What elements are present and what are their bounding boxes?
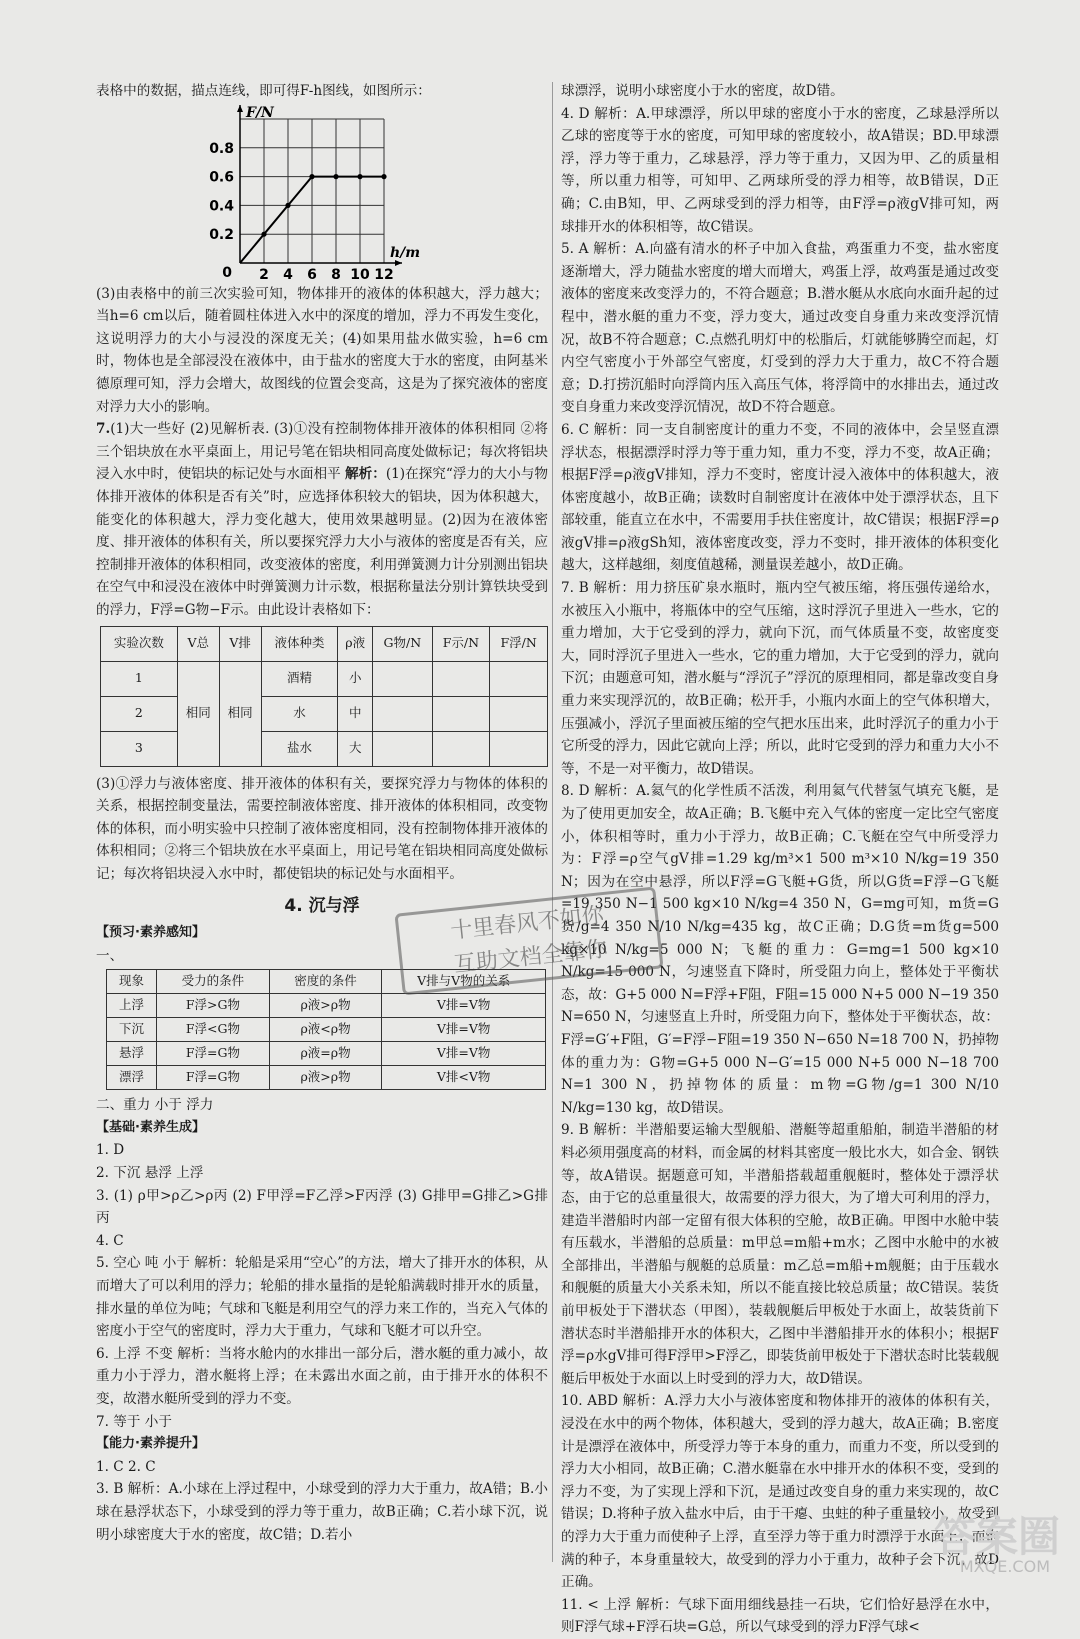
cell: 小 [338, 661, 373, 696]
q7-explain-label: 解析： [345, 466, 386, 483]
cell: F浮>G物 [157, 994, 270, 1018]
experiment-table-header [101, 626, 548, 661]
ability-q4: 4. D 解析：A.甲球漂浮，所以甲球的密度小于水的密度，乙球悬浮所以乙球的密度等于水的密度，可知甲球的密度较小，故A错误；BD.甲球漂浮，浮力等于重力，乙球悬浮，浮力等于重力，又因为甲、乙的质量相等，所以重力相等，可知甲、乙两球所受的浮力相等，故B错误，D正确；C.由B知，甲、乙两球受到的浮力相等，由F浮=ρ液gV排可知，两球排开水的体积相等，故C错误。 [561, 105, 999, 235]
float-sink-table [106, 969, 546, 1090]
th-f-show: F示/N [432, 626, 490, 661]
q7-answer [96, 418, 548, 621]
table-row [107, 1066, 546, 1090]
th-v-disp: V排 [219, 626, 261, 661]
chart-intro: 表格中的数据，描点连线，即可得F-h图线，如图所示： [96, 83, 431, 99]
th-v-total: V总 [177, 626, 219, 661]
cell: F浮=G物 [157, 1042, 270, 1066]
cell: 中 [338, 696, 373, 731]
ability-q9: 9. B 解析：半潜船要运输大型舰船、潜艇等超重船舶，制造半潜船的材料必须用强度高的材料，而金属的材料其密度一般比水大，如合金、钢铁等，故A错误。据题意可知，半潜船搭载超重舰艇时，整体处于漂浮状态，由于它的总重量很大，故需要的浮力很大，为了增大可利用的浮力，建造半潜船时内部一定留有很大体积的空舱，故B正确。甲图中水舱中装有压载水，半潜船的总质量：m甲总=m船+m水；乙图中水舱中的水被全部排出，半潜船与舰艇的总质量：m乙总=m船+m舰艇；由于压载水和舰艇的质量大小关系未知，所以不能直接比较总质量；故C错误。装货前甲板处于下潜状态（甲图），装载舰艇后甲板处于水面上，故装货前下潜状态时半潜船排开水的体积大，乙图中半潜船排开水的体积小；根据F浮=ρ水gV排可得F浮甲>F浮乙，即装货前甲板处于下潜状态时比装载舰艇后甲板处于水面以上时受到的浮力大，故D错误。 [561, 1122, 999, 1387]
y-tick-label: 0.2 [209, 226, 234, 243]
cell: V排=V物 [382, 1018, 546, 1042]
cell: 2 [101, 696, 178, 731]
cell [490, 731, 548, 766]
watermark-logo: 答案圈 [933, 1512, 1060, 1561]
ability-q8: 8. D 解析：A.氦气的化学性质不活泼，利用氦气代替氢气填充飞艇，是为了使用更加安全，故A正确；B.飞艇中充入气体的密度一定比空气密度小，体积相等时，重力小于浮力，故B正确；C.飞艇在空气中所受浮力为：F浮=ρ空气gV排=1.29 kg/m³×1 500 m³×10 N/kg=19 350 N；因为在空中悬浮，所以F浮=G飞艇+G货，所以G货=F浮−G飞艇=19 350 N−1 500 kg×10 N/kg=4 350 N，G=mg可知，m货=G货/g=4 350 N/10 N/kg=435 kg，故C正确；D.G货=m货g=500 kg×10 N/kg=5 000 N；飞艇的重力：G=mg=1 500 kg×10 N/kg=15 000 N，匀速竖直下降时，所受阻力向上，整体处于平衡状态，故：G+5 000 N=F浮+F阻，F阻=15 000 N+5 000 N−19 350 N=650 N，匀速竖直上升时，所受阻力向下，整体处于平衡状态，故：F浮=G′+F阻，G′=F浮−F阻=19 350 N−650 N=18 700 N，扔掉物体的重力为：G物=G+5 000 N−G′=15 000 N+5 000 N−18 700 N=1 300 N，扔掉物体的质量：m物=G物/g=1 300 N/10 N/kg=130 kg，故D错误。 [561, 783, 999, 1116]
part1-label: 一、 [96, 947, 124, 964]
cell-v-total: 相同 [177, 661, 219, 766]
cell [373, 696, 433, 731]
th-liquid: 液体种类 [261, 626, 338, 661]
basic-q6: 6. 上浮 不变 解析：当将水舱内的水排出一部分后，潜水艇的重力减小，故重力小于浮力，潜水艇将上浮；在未露出水面之前，由于排开水的体积不变，故潜水艇所受到的浮力不变。 [96, 1345, 548, 1407]
cell: V排=V物 [382, 1042, 546, 1066]
cell: 悬浮 [107, 1042, 157, 1066]
th-trial: 实验次数 [101, 626, 178, 661]
table-row [107, 1042, 546, 1066]
y-tick-label: 0.6 [209, 169, 234, 186]
cell: V排<V物 [382, 1066, 546, 1090]
cell [373, 731, 433, 766]
th-volume: V排与V物的关系 [382, 970, 546, 994]
cell: F浮<G物 [157, 1018, 270, 1042]
cell: 水 [261, 696, 338, 731]
part2-answer: 二、重力 小于 浮力 [96, 1097, 214, 1114]
right-column [561, 80, 999, 1639]
preview-tag: 【预习·素养感知】 [96, 925, 205, 941]
ability-q11: 11. < 上浮 解析：气球下面用细线悬挂一石块，它们恰好悬浮在水中，则F浮气球+F浮石块=G总，所以气球受到的浮力F浮气球< [561, 1596, 999, 1636]
cell: ρ液=ρ物 [269, 1042, 382, 1066]
cell [432, 661, 490, 696]
cell [432, 696, 490, 731]
cell: 3 [101, 731, 178, 766]
x-tick-label: 6 [307, 266, 317, 283]
x-tick-label: 4 [283, 266, 293, 283]
x-tick-label: 12 [374, 266, 394, 283]
data-point [261, 231, 266, 236]
column-divider [552, 82, 553, 1562]
q7-number: 7. [96, 421, 111, 438]
cell: 酒精 [261, 661, 338, 696]
ability-q3-cont: 球漂浮，说明小球密度小于水的密度，故D错。 [561, 83, 844, 99]
table-row [101, 661, 548, 696]
basic-tag: 【基础·素养生成】 [96, 1119, 205, 1135]
y-axis-label: F/N [246, 104, 274, 121]
data-point [309, 174, 314, 179]
experiment-table [100, 626, 548, 767]
basic-q5: 5. 空心 吨 小于 解析：轮船是采用“空心”的方法，增大了排开水的体积，从而增大了可以利用的浮力；轮船的排水量指的是轮船满载时排开水的质量，排水量的单位为吨；气球和飞艇是利用空气的浮力来工作的，当充入气体的密度小于空气的密度时，浮力大于重力，气球和飞艇才可以升空。 [96, 1255, 548, 1340]
cell-v-disp: 相同 [219, 661, 261, 766]
q7-part3: (3)①浮力与液体密度、排开液体的体积有关，要探究浮力与物体的体积的关系，根据控制变量法，需要控制液体密度、排开液体的体积相同，改变物体的体积，而小明实验中只控制了液体密度相同，没有控制物体排开液体的体积相同；②将三个铝块放在水平桌面上，用记号笔在铝块相同高度处做标记；每次将铝块浸入水中时，都使铝块的标记处与水面相平。 [96, 775, 548, 882]
cell: ρ液>ρ物 [269, 994, 382, 1018]
table-row [101, 731, 548, 766]
origin-label: 0 [222, 264, 232, 281]
data-point [333, 174, 338, 179]
cell [490, 696, 548, 731]
th-density: 密度的条件 [269, 970, 382, 994]
basic-q2: 2. 下沉 悬浮 上浮 [96, 1165, 204, 1182]
x-tick-label: 8 [331, 266, 341, 283]
ability-q3: 3. B 解析：A.小球在上浮过程中，小球受到的浮力大于重力，故A错；B.小球在悬浮状态下，小球受到的浮力等于重力，故B正确；C.若小球下沉，说明小球密度大于水的密度，故C错；D.若小 [96, 1481, 548, 1543]
cell [373, 661, 433, 696]
cell: 1 [101, 661, 178, 696]
ability-q1-2: 1. C 2. C [96, 1458, 156, 1475]
ability-q5: 5. A 解析：A.向盛有清水的杯子中加入食盐，鸡蛋重力不变，盐水密度逐渐增大，浮力随盐水密度的增大而增大，鸡蛋上浮，故鸡蛋是通过改变液体的密度来改变浮力的，不符合题意；B.潜水艇从水底向水面升起的过程中，潜水艇的重力不变，浮力变大，通过改变自身重力来改变浮沉情况，故B不符合题意；C.点燃孔明灯中的松脂后，灯就能够腾空而起，灯内空气密度小于外部空气密度，灯受到的浮力大于重力，故C不符合题意；D.打捞沉船时向浮筒内压入高压气体，将浮筒中的水排出去，通过改变自身重力来改变浮沉情况，故D不符合题意。 [561, 241, 999, 416]
q7-answer-text: (1)大一些好 (2)见解析表. (3)①没有控制物体排开液体的体积相同 ②将三个铝块放在水平桌面上，用记号笔在铝块相同高度处做标记；每次将铝块浸入水中时，使铝块的标记处与水面相平 [96, 421, 548, 483]
f-h-chart [200, 103, 500, 283]
data-point [285, 202, 290, 207]
th-force: 受力的条件 [157, 970, 270, 994]
cell: 大 [338, 731, 373, 766]
y-tick-label: 0.4 [209, 197, 234, 214]
cell: ρ液<ρ物 [269, 1018, 382, 1042]
section-title: 4. 沉与浮 [284, 896, 360, 917]
data-point [381, 174, 386, 179]
cell: 盐水 [261, 731, 338, 766]
cell: 上浮 [107, 994, 157, 1018]
y-tick-label: 0.8 [209, 140, 234, 157]
x-tick-label: 2 [259, 266, 269, 283]
y-axis-arrow [237, 105, 243, 112]
cell: F浮=G物 [157, 1066, 270, 1090]
cell [432, 731, 490, 766]
basic-q1: 1. D [96, 1142, 125, 1159]
stamp-seal: 十里春风不如你 互助文档全靠你 [394, 887, 663, 996]
ability-q6: 6. C 解析：同一支自制密度计的重力不变，不同的液体中，会呈竖直漂浮状态，根据漂浮时浮力等于重力知，重力不变，浮力不变，故A正确；根据F浮=ρ液gV排知，浮力不变时，密度计浸入液体中的体积越大，液体密度越小，故B正确；读数时自制密度计在液体中处于漂浮状态，且下部较重，能直立在水中，不需要用手扶住密度计，故C错误；根据F浮=ρ液gV排=ρ液gSh知，液体密度改变，浮力不变时，排开液体的体积变化越大，这样越细，刻度值越稀，测量误差越小，故D正确。 [561, 421, 999, 574]
table-row [107, 1018, 546, 1042]
ability-q7: 7. B 解析：用力挤压矿泉水瓶时，瓶内空气被压缩，将压强传递给水，水被压入小瓶中，将瓶体中的空气压缩，这时浮沉子里进入一些水，它的重力增加，大于它受到的浮力，就向下沉，而气体质量不变，故密度变大，同时浮沉子里进入一些水，它的重力增加，大于它受到的浮力，就向下沉；由题意可知，潜水艇与“浮沉子”浮沉的原理相同，都是靠改变自身重力来实现浮沉的，故B正确；松开手，小瓶内水面上的空气体积增大，压强减小，浮沉子里面被压缩的空气把水压出来，此时浮沉子的重力小于它所受的浮力，因此它就向上浮；所以，此时它受到的浮力和重力大小不等，不是一对平衡力，故D错误。 [561, 580, 999, 777]
ability-q10: 10. ABD 解析：A.浮力大小与液体密度和物体排开的液体的体积有关，浸没在水中的两个物体，体积越大，受到的浮力越大，故A正确；B.密度计是漂浮在液体中，所受浮力等于本身的重力，而重力不变，所以受到的浮力大小相同，故B正确；C.潜水艇靠在水中排开水的体积不变，受到的浮力不变，为了实现上浮和下沉，是通过改变自身的重力来实现的，故C错误；D.将种子放入盐水中后，由于干瘪、虫蛀的种子重量较小，故受到的浮力大于重力而使种子上浮，直至浮力等于重力时漂浮于水面上；而饱满的种子，本身重量较大，故受到的浮力小于重力，故种子会下沉，故D正确。 [561, 1393, 999, 1591]
cell: 下沉 [107, 1018, 157, 1042]
cell: 漂浮 [107, 1066, 157, 1090]
basic-q3: 3. (1) ρ甲>ρ乙>ρ丙 (2) F甲浮=F乙浮>F丙浮 (3) G排甲=G排乙>G排丙 [96, 1187, 548, 1227]
table-row [107, 994, 546, 1018]
th-f-buoy: F浮/N [490, 626, 548, 661]
th-g: G物/N [373, 626, 433, 661]
cell [490, 661, 548, 696]
th-phenomenon: 现象 [107, 970, 157, 994]
q7-explain-text: (1)在探究“浮力的大小与物体排开液体的体积是否有关”时，应选择体积较大的铝块，因为体积越大，能变化的体积越大，浮力变化越大，使用效果越明显。(2)因为在液体密度、排开液体的体积有关，所以要探究浮力大小与液体的密度是否有关，应控制排开液体的体积相同，改变液体的密度，利用弹簧测力计分别测出铝块在空气中和浸没在液体中时弹簧测力计示数，根据称量法分别计算铁块受到的浮力，F浮=G物−F示。由此设计表格如下： [96, 466, 549, 618]
table-row [101, 696, 548, 731]
cell: ρ液>ρ物 [269, 1066, 382, 1090]
left-column [96, 80, 548, 1546]
cell: V排=V物 [382, 994, 546, 1018]
ability-tag: 【能力·素养提升】 [96, 1436, 205, 1452]
data-point [357, 174, 362, 179]
x-tick-label: 10 [350, 266, 370, 283]
q6-part3: (3)由表格中的前三次实验可知，物体排开的液体的体积越大，浮力越大；当h=6 cm以后，随着圆柱体进入水中的深度的增加，浮力不再发生变化，这说明浮力的大小与浸没的深度无关；(4)如果用盐水做实验，h=6 cm时，物体也是全部浸没在液体中，由于盐水的密度大于水的密度，由阿基米德原理可知，浮力会增大，故图线的位置会变高，这是为了探究液体的密度对浮力大小的影响。 [96, 285, 548, 415]
watermark-url: MXQE.COM [959, 1557, 1050, 1576]
x-axis-label: h/m [390, 244, 421, 261]
basic-q4: 4. C [96, 1232, 124, 1249]
basic-q7: 7. 等于 小于 [96, 1413, 172, 1430]
th-rho: ρ液 [338, 626, 373, 661]
